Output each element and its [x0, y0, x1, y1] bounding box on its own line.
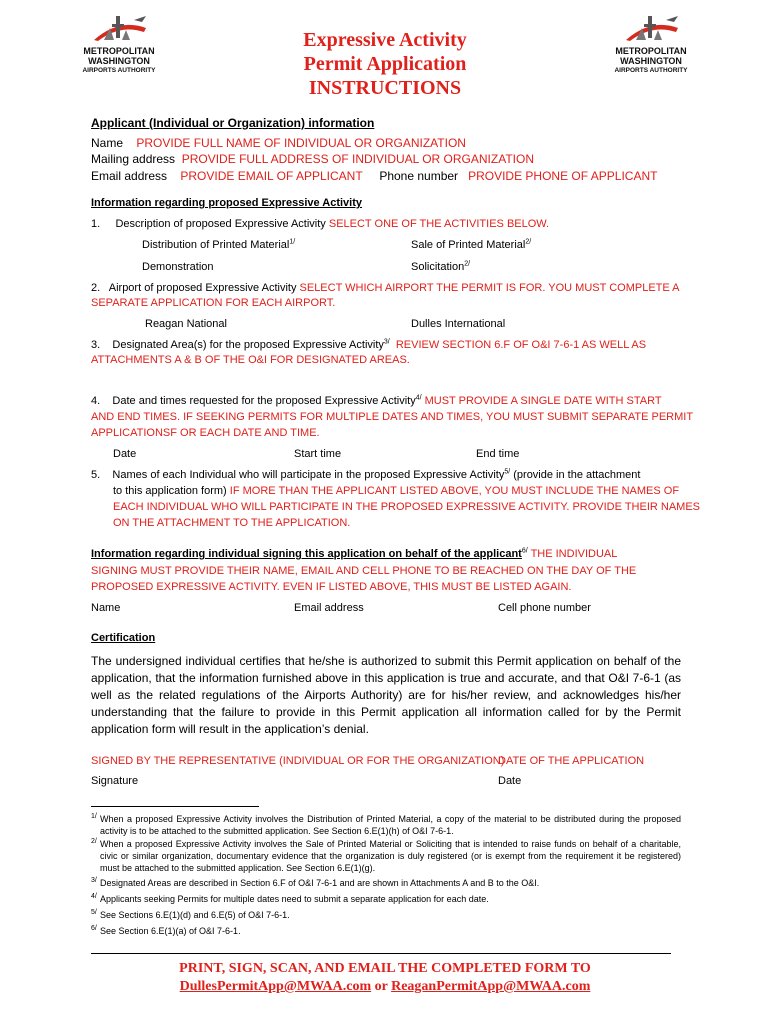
signature-label: Signature [91, 775, 139, 787]
question-5 [91, 469, 640, 481]
q3-text: Designated Area(s) for the proposed Expressive Activity [112, 339, 384, 351]
footnote-text: When a proposed Expressive Activity involves the Sale of Printed Material or Soliciting that is intended to raise funds on behalf of a charitable, civic or similar organization, documentary evidence that the organization is duly registered (or is exempt from the requirement it be registered) must be attached to the submitted application. See Section 6.E(1)(g). [100, 839, 681, 873]
certification-heading: Certification [91, 632, 156, 644]
signer-note-1: THE INDIVIDUAL [530, 548, 618, 560]
footnote-2 [91, 838, 681, 874]
activity-distribution-label: Distribution of Printed Material [142, 239, 290, 251]
footer-rule [91, 953, 671, 954]
signer-note-3: PROPOSED EXPRESSIVE ACTIVITY. EVEN IF LISTED ABOVE, THIS MUST BE LISTED AGAIN. [91, 581, 572, 593]
footnote-text: When a proposed Expressive Activity involves the Distribution of Printed Material, a copy of the material to be distributed during the proposed activity is to be attached to the submitted application. See Section 6.E(1)(h) of O&I 7-6-1. [100, 814, 681, 836]
activity-demonstration: Demonstration [142, 261, 214, 273]
signer-heading: Information regarding individual signing this application on behalf of the applicant [91, 548, 522, 560]
footnote-text: Applicants seeking Permits for multiple dates need to submit a separate application for each date. [100, 894, 489, 904]
activity-sale [411, 239, 531, 251]
footnote-ref: 3/ [383, 338, 390, 346]
mailing-label: Mailing address [91, 152, 176, 166]
logo-text-line-2: WASHINGTON [620, 56, 682, 66]
phone-label: Phone number [379, 169, 459, 183]
footnote-ref: 4/ [415, 394, 422, 402]
question-2 [91, 282, 680, 294]
q5-text-1b: (provide in the attachment [513, 469, 641, 481]
question-3 [91, 339, 646, 351]
start-time-label: Start time [294, 448, 342, 460]
footnote-ref: 5/ [504, 468, 511, 476]
title-line-1: Expressive Activity [303, 29, 467, 51]
question-1 [91, 218, 549, 230]
q5-note-1: IF MORE THAN THE APPLICANT LISTED ABOVE, YOU MUST INCLUDE THE NAMES OF [229, 485, 680, 497]
airport-dulles: Dulles International [411, 318, 506, 330]
logo-subtext: AIRPORTS AUTHORITY [614, 67, 688, 74]
activity-solicitation-label: Solicitation [411, 261, 465, 273]
footnote-number: 4/ [91, 893, 97, 900]
footnote-text: See Sections 6.E(1)(d) and 6.E(5) of O&I 7-6-1. [100, 910, 290, 920]
q1-text: Description of proposed Expressive Activity [115, 218, 326, 230]
signer-heading-row [91, 548, 617, 560]
footnote-text: Designated Areas are described in Section 6.F of O&I 7-6-1 and are shown in Attachments A and B to the O&I. [100, 878, 540, 888]
q3-note-1: REVIEW SECTION 6.F OF O&I 7-6-1 AS WELL AS [395, 339, 647, 351]
footnote-6 [91, 925, 681, 937]
footnote-separator [91, 806, 259, 807]
q5-number: 5. [91, 469, 101, 481]
q4-text: Date and times requested for the proposed Expressive Activity [112, 395, 416, 407]
footnote-text: See Section 6.E(1)(a) of O&I 7-6-1. [100, 926, 241, 936]
q1-note: SELECT ONE OF THE ACTIVITIES BELOW. [328, 218, 550, 230]
name-note: PROVIDE FULL NAME OF INDIVIDUAL OR ORGANIZATION [136, 136, 466, 150]
question-4 [91, 395, 662, 407]
footnote-ref: 6/ [521, 547, 528, 555]
certification-body: The undersigned individual certifies that he/she is authorized to submit this Permit application on behalf of the application, that the information furnished above in this application is true and accurate, and that O&I 7-6-1 (as well as the related regulations of the Airports Authority) are for his/her review, and acknowledges his/her understanding that the failure to provide in this Permit application all information called for by the Permit application form will result in the application’s denial. [91, 654, 681, 736]
footnote-5 [91, 909, 681, 921]
q5-note-2: EACH INDIVIDUAL WHO WILL PARTICIPATE IN THE PROPOSED EXPRESSIVE ACTIVITY. PROVIDE THEIR NAMES [113, 501, 700, 513]
footer-emails [0, 979, 770, 995]
footnote-4 [91, 893, 681, 905]
applicant-email-row [91, 169, 657, 183]
activity-sale-label: Sale of Printed Material [411, 239, 526, 251]
q4-note-3: APPLICATIONSF OR EACH DATE AND TIME. [91, 427, 320, 439]
q4-note-2: AND END TIMES. IF SEEKING PERMITS FOR MULTIPLE DATES AND TIMES, YOU MUST SUBMIT SEPARATE PERMIT [91, 411, 694, 423]
signer-name-label: Name [91, 602, 121, 614]
q3-number: 3. [91, 339, 101, 351]
q3-note-2: ATTACHMENTS A & B OF THE O&I FOR DESIGNATED AREAS. [91, 354, 410, 366]
q4-note-1: MUST PROVIDE A SINGLE DATE WITH START [424, 395, 662, 407]
logo-text-line-1: METROPOLITAN [615, 46, 687, 56]
applicant-mailing-row [91, 152, 534, 166]
title-line-2: Permit Application [303, 53, 467, 75]
email-label: Email address [91, 169, 168, 183]
phone-note: PROVIDE PHONE OF APPLICANT [468, 169, 658, 183]
date-note: DATE OF THE APPLICATION [498, 755, 645, 767]
reagan-email-link[interactable]: ReaganPermitApp@MWAA.com [391, 979, 591, 994]
footnote-number: 5/ [91, 909, 97, 916]
footnote-ref: 1/ [289, 238, 296, 246]
signer-cell-label: Cell phone number [498, 602, 591, 614]
q2-note-1: SELECT WHICH AIRPORT THE PERMIT IS FOR. YOU MUST COMPLETE A [299, 282, 680, 294]
footnote-3 [91, 877, 681, 889]
name-label: Name [91, 136, 124, 150]
q2-text: Airport of proposed Expressive Activity [108, 282, 297, 294]
airport-reagan: Reagan National [145, 318, 227, 330]
footer-or: or [374, 979, 388, 994]
footnote-number: 2/ [91, 838, 97, 845]
signer-email-label: Email address [294, 602, 364, 614]
mailing-note: PROVIDE FULL ADDRESS OF INDIVIDUAL OR ORGANIZATION [181, 152, 534, 166]
end-time-label: End time [476, 448, 520, 460]
footnote-number: 1/ [91, 813, 97, 820]
q4-number: 4. [91, 395, 101, 407]
q5-line-2 [113, 485, 679, 497]
logo-text-line-1: METROPOLITAN [83, 46, 155, 56]
applicant-heading: Applicant (Individual or Organization) information [91, 116, 375, 130]
footnote-1 [91, 813, 681, 837]
q2-note-2: SEPARATE APPLICATION FOR EACH AIRPORT. [91, 297, 336, 309]
q2-number: 2. [91, 282, 101, 294]
footnote-number: 3/ [91, 877, 97, 884]
q1-number: 1. [91, 218, 101, 230]
logo-subtext: AIRPORTS AUTHORITY [82, 67, 156, 74]
activity-solicitation [411, 261, 470, 273]
signed-note: SIGNED BY THE REPRESENTATIVE (INDIVIDUAL OR FOR THE ORGANIZATION) [91, 755, 505, 767]
email-note: PROVIDE EMAIL OF APPLICANT [180, 169, 363, 183]
footnote-ref: 2/ [525, 238, 532, 246]
q5-text-1: Names of each Individual who will participate in the proposed Expressive Activity [112, 469, 505, 481]
title-line-3: INSTRUCTIONS [308, 77, 462, 99]
signer-note-2: SIGNING MUST PROVIDE THEIR NAME, EMAIL AND CELL PHONE TO BE REACHED ON THE DAY OF THE [91, 565, 637, 577]
q5-text-2: to this application form) [113, 485, 227, 497]
proposed-heading: Information regarding proposed Expressive Activity [91, 197, 362, 209]
logo-text-line-2: WASHINGTON [88, 56, 150, 66]
activity-distribution [142, 239, 295, 251]
dulles-email-link[interactable]: DullesPermitApp@MWAA.com [179, 979, 372, 994]
footnote-number: 6/ [91, 925, 97, 932]
q5-note-3: ON THE ATTACHMENT TO THE APPLICATION. [113, 517, 351, 529]
applicant-name-row [91, 136, 466, 150]
signature-date-label: Date [498, 775, 522, 787]
footnote-ref: 2/ [464, 260, 471, 268]
footer-instruction: PRINT, SIGN, SCAN, AND EMAIL THE COMPLETED FORM TO [179, 961, 591, 976]
date-label: Date [113, 448, 137, 460]
